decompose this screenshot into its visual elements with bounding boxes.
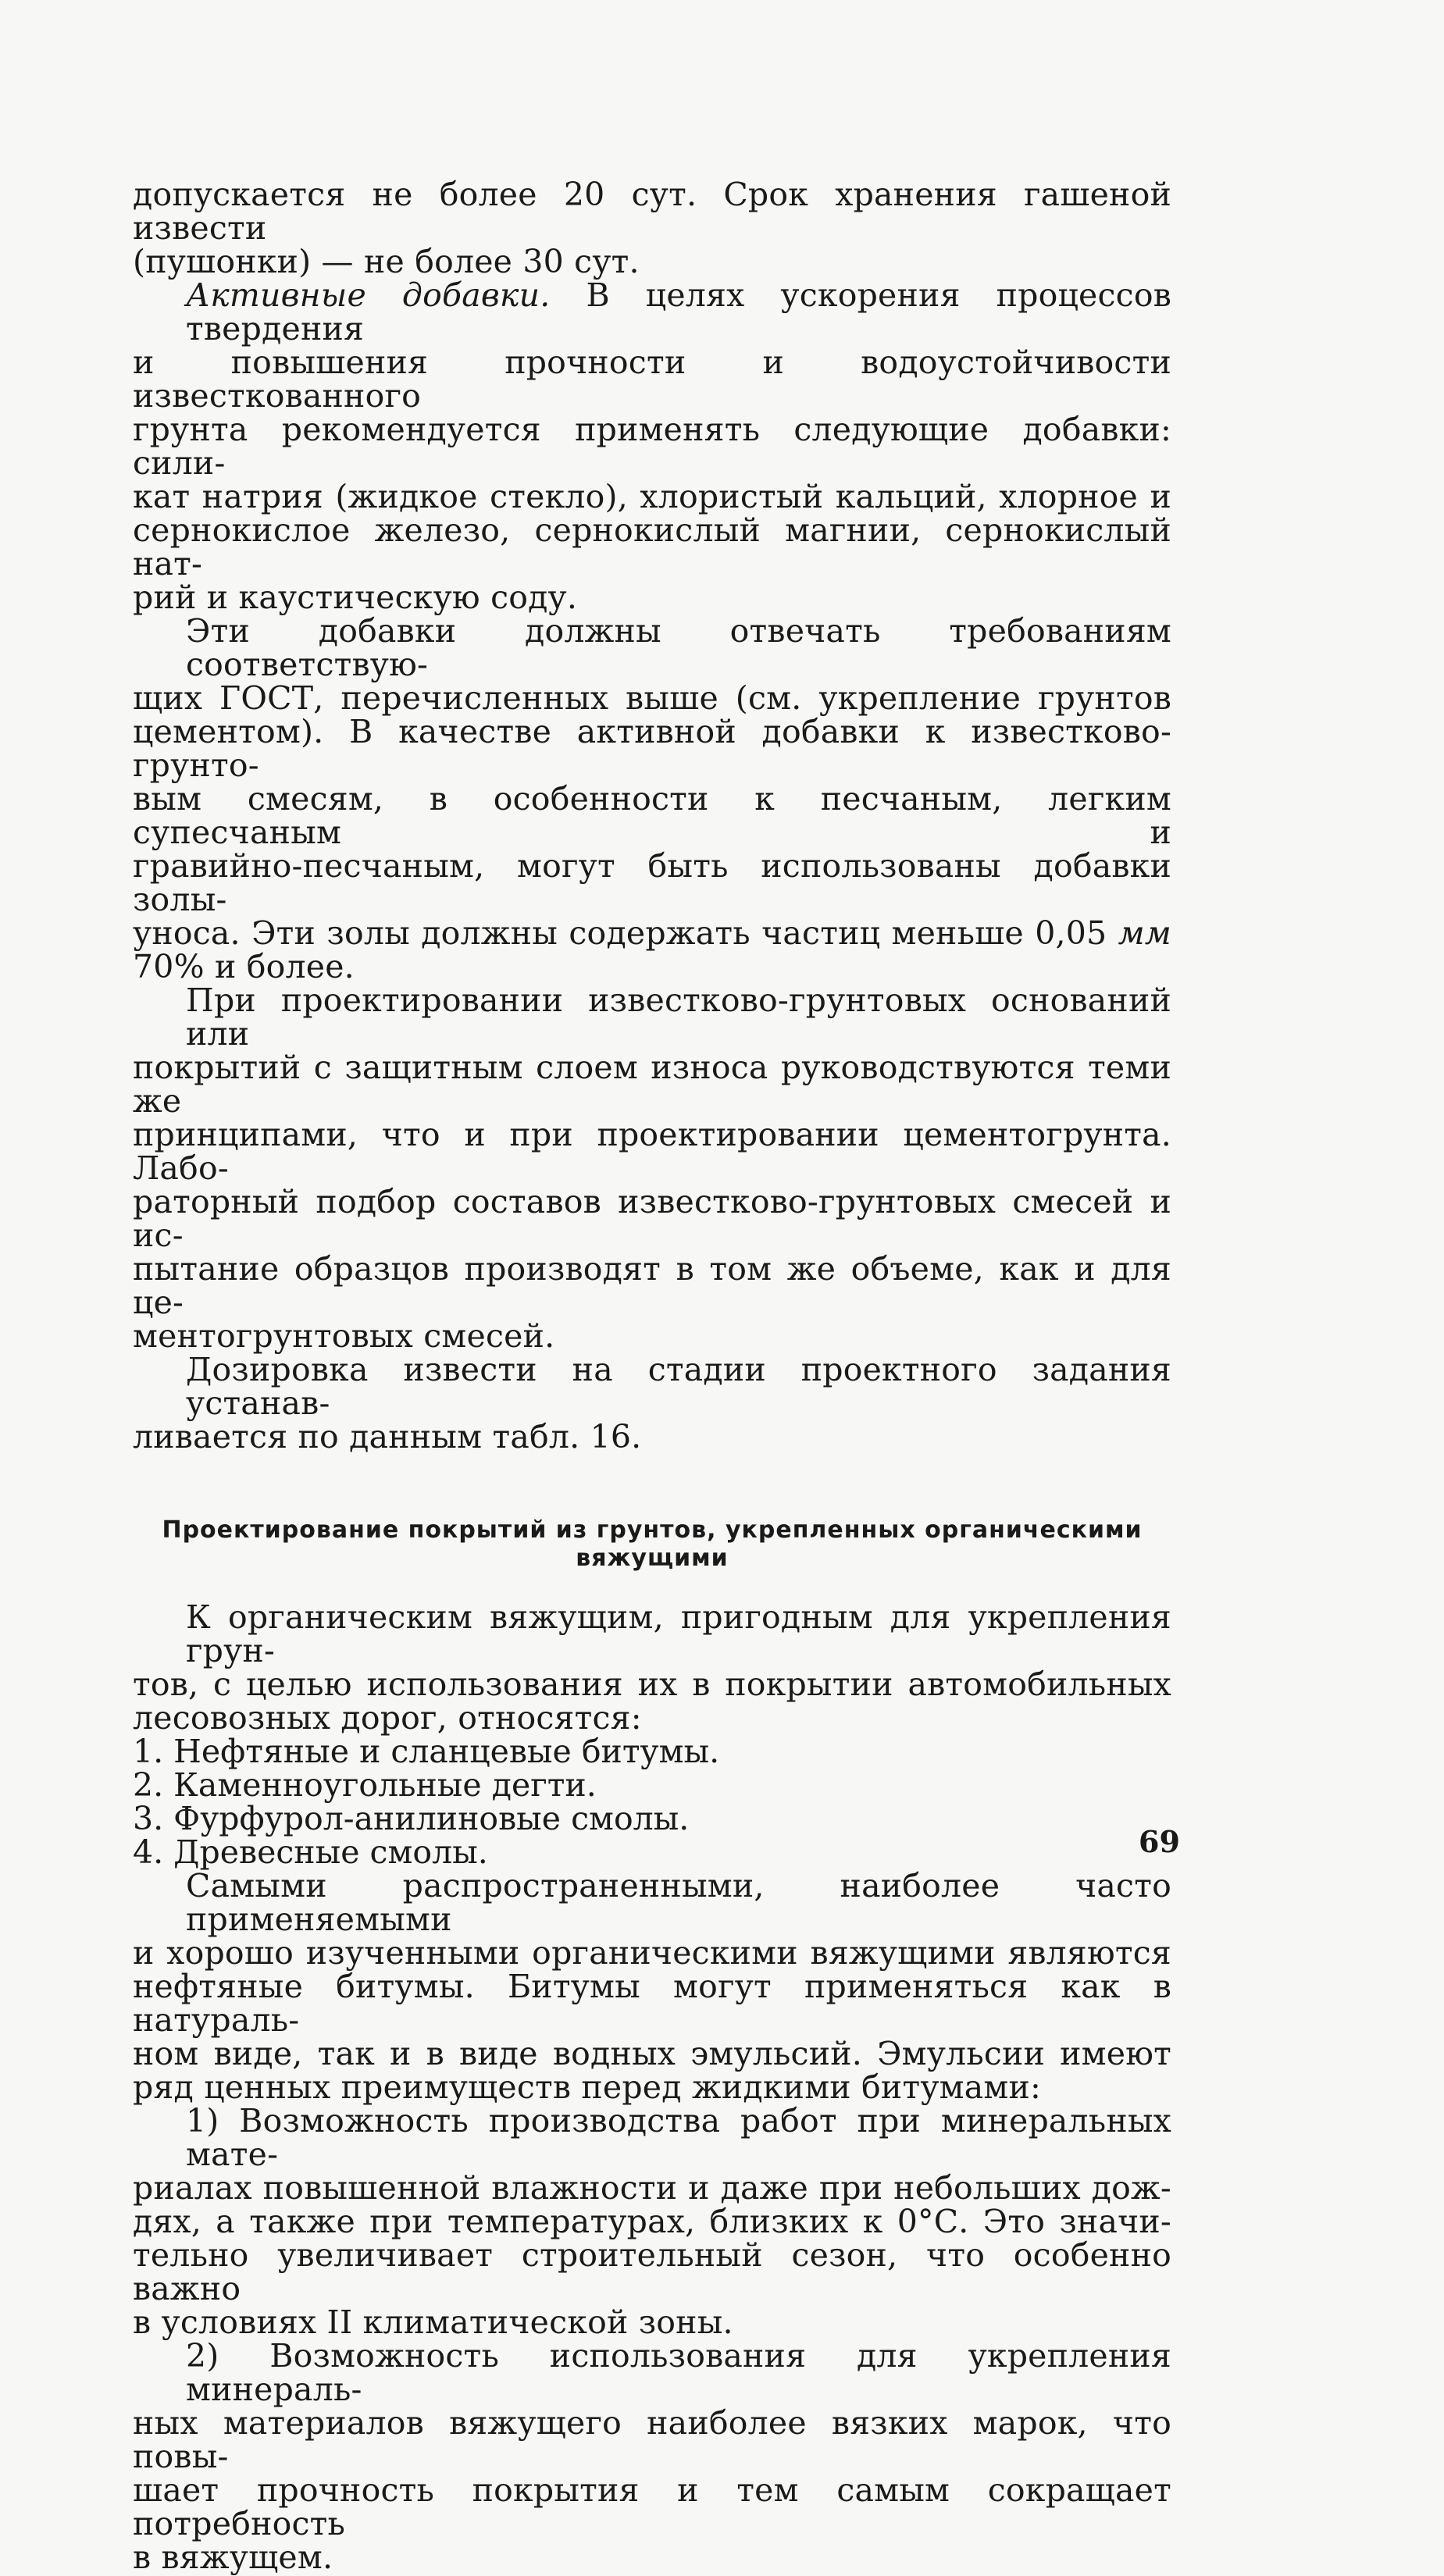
page-body: [133, 178, 1171, 2574]
page-number: 69: [1139, 1824, 1180, 1859]
list-item: 3. Фурфурол-анилиновые смолы.: [133, 1800, 690, 1837]
text-line: покрытий с защитным слоем износа руководствуются теми же: [133, 1049, 1171, 1120]
list-item: 2. Каменноугольные дегти.: [133, 1766, 597, 1804]
text-line: сернокислое железо, сернокислый магнии, сернокислый нат-: [133, 511, 1171, 583]
paragraph: [133, 178, 1171, 279]
list-item: 1. Нефтяные и сланцевые битумы.: [133, 1733, 720, 1770]
paragraph: [133, 1869, 1171, 2104]
text-line: шает прочность покрытия и тем самым сокращает потребность: [133, 2471, 1171, 2542]
heading-line: вяжущими: [576, 1545, 729, 1572]
paragraph: [133, 612, 1171, 985]
text-line: Дозировка извести на стадии проектного задания устанав-: [186, 1351, 1171, 1422]
text-line: грунта рекомендуется применять следующие добавки: сили-: [133, 411, 1171, 482]
text-line: нефтяные битумы. Битумы могут применяться как в натураль-: [133, 1968, 1171, 2039]
section-heading: [133, 1516, 1171, 1573]
text-fragment: В целях ускорения процессов твердения: [186, 276, 1172, 347]
text-line: и хорошо изученными органическими вяжущими являются: [133, 1934, 1171, 1972]
italic-lead: Активные добавки.: [186, 276, 551, 314]
text-line: цементом). В качестве активной добавки к известково-грунто-: [133, 713, 1171, 784]
text-line: При проектировании известково-грунтовых оснований или: [186, 982, 1171, 1053]
unit-label: мм: [1118, 914, 1171, 952]
text-line: Самыми распространенными, наиболее часто применяемыми: [186, 1867, 1171, 1938]
text-line: К органическим вяжущим, пригодным для укрепления грун-: [186, 1598, 1171, 1669]
text-line: принципами, что и при проектировании цементогрунта. Лабо-: [133, 1116, 1171, 1187]
text-line: ных материалов вяжущего наиболее вязких марок, что повы-: [133, 2404, 1171, 2475]
text-line: допускается не более 20 сут. Срок хранения гашеной извести: [133, 176, 1171, 247]
text-line: Эти добавки должны отвечать требованиям соответствую-: [186, 612, 1171, 683]
text-line: гравийно-песчаным, могут быть использованы добавки золы-: [133, 847, 1171, 918]
text-line: вым смесям, в особенности к песчаным, легким супесчаным и: [133, 780, 1171, 851]
text-line: ряд ценных преимуществ перед жидкими битумами:: [133, 2068, 1042, 2106]
text-line: кат натрия (жидкое стекло), хлористый кальций, хлорное и: [133, 478, 1171, 515]
text-fragment: уноса. Эти золы должны содержать частиц меньше 0,05: [133, 914, 1107, 952]
list-item: 4. Древесные смолы.: [133, 1833, 488, 1871]
paragraph: [133, 984, 1171, 1353]
text-line: риалах повышенной влажности и даже при небольших дож-: [133, 2169, 1171, 2207]
text-line: [133, 914, 1171, 952]
text-line: 2) Возможность использования для укрепления минераль-: [186, 2337, 1171, 2408]
text-line: тов, с целью использования их в покрытии автомобильных: [133, 1666, 1171, 1703]
text-line: щих ГОСТ, перечисленных выше (см. укрепление грунтов: [133, 679, 1171, 717]
text-line: ном виде, так и в виде водных эмульсий. Эмульсии имеют: [133, 2035, 1171, 2072]
text-line: ментогрунтовых смесей.: [133, 1317, 555, 1355]
text-line: [133, 276, 1172, 347]
text-line: пытание образцов производят в том же объеме, как и для це-: [133, 1250, 1171, 1321]
text-line: дях, а также при температурах, близких к 0°С. Это значи-: [133, 2203, 1171, 2240]
numbered-list: [133, 1735, 1171, 1869]
text-line: рий и каустическую соду.: [133, 579, 578, 616]
text-line: 70% и более.: [133, 948, 355, 985]
paragraph: [133, 276, 1172, 616]
text-line: ливается по данным табл. 16.: [133, 1418, 642, 1455]
paragraph: [133, 1598, 1171, 1737]
text-line: в условиях II климатической зоны.: [133, 2303, 733, 2341]
text-line: 1) Возможность производства работ при минеральных мате-: [186, 2102, 1171, 2173]
text-line: в вяжущем.: [133, 2539, 333, 2576]
paragraph: [133, 2104, 1171, 2339]
paragraph: [133, 2339, 1171, 2574]
text-line: тельно увеличивает строительный сезон, что особенно важно: [133, 2236, 1171, 2307]
text-line: раторный подбор составов известково-грунтовых смесей и ис-: [133, 1183, 1171, 1254]
text-line: (пушонки) — не более 30 сут.: [133, 243, 640, 280]
paragraph: [133, 1353, 1171, 1454]
heading-line: Проектирование покрытий из грунтов, укрепленных органическими: [162, 1516, 1143, 1544]
text-line: и повышения прочности и водоустойчивости известкованного: [133, 344, 1171, 415]
text-line: лесовозных дорог, относятся:: [133, 1699, 642, 1737]
